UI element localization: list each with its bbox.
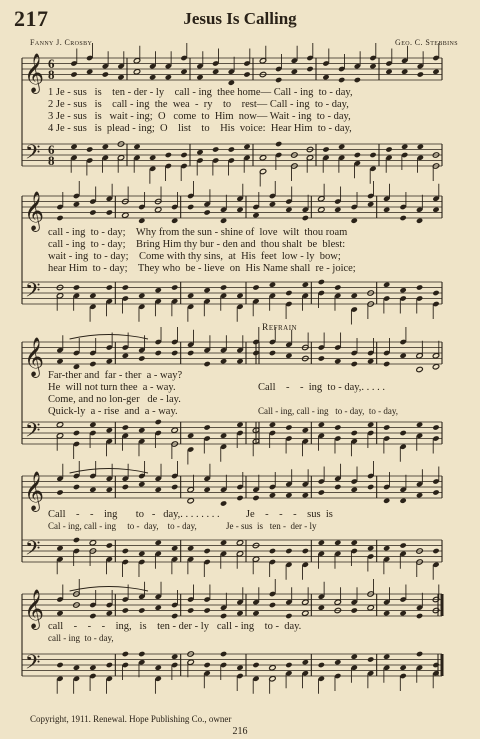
note-head bbox=[351, 218, 358, 224]
note-head bbox=[367, 656, 374, 662]
note-head bbox=[106, 358, 113, 364]
treble-clef-icon: 𝄞 bbox=[24, 191, 45, 231]
note-head bbox=[416, 422, 423, 428]
note-head bbox=[196, 149, 203, 155]
note-head bbox=[322, 74, 329, 80]
note-head bbox=[212, 69, 219, 75]
note-head bbox=[180, 69, 187, 75]
note-head bbox=[203, 548, 210, 554]
system-1-verse-3: 3 Je - sus is wait - ing; O come to Him now— Wait - ing to - day, bbox=[48, 111, 351, 122]
note-head bbox=[73, 284, 80, 290]
note-head bbox=[122, 548, 129, 554]
treble-clef-icon: 𝄞 bbox=[24, 589, 45, 629]
note-head bbox=[432, 489, 439, 495]
note-head bbox=[133, 144, 140, 150]
system-1-verse-2: 2 Je - sus is call - ing the wea - ry to rest— Call - ing to - day, bbox=[48, 99, 349, 110]
note-head bbox=[122, 607, 129, 613]
note-head bbox=[334, 424, 341, 430]
note-head bbox=[70, 71, 77, 77]
note-head bbox=[56, 358, 63, 364]
note-head bbox=[351, 540, 358, 546]
note-head bbox=[399, 430, 406, 436]
note-head bbox=[417, 144, 424, 150]
note-head bbox=[155, 540, 162, 546]
note-head bbox=[187, 498, 194, 504]
note-head bbox=[236, 293, 243, 299]
note-head bbox=[138, 551, 145, 557]
note-head bbox=[383, 361, 390, 367]
note-head bbox=[155, 419, 162, 425]
note-head bbox=[149, 74, 156, 80]
note-head bbox=[122, 353, 129, 359]
note-head bbox=[165, 152, 172, 158]
note-head bbox=[252, 610, 259, 616]
note-head bbox=[243, 71, 250, 77]
note-head bbox=[155, 665, 162, 671]
slur-mark bbox=[70, 335, 148, 340]
note-head bbox=[203, 209, 210, 215]
note-head bbox=[102, 71, 109, 77]
note-head bbox=[302, 492, 309, 498]
note-head bbox=[351, 361, 358, 367]
note-head bbox=[171, 484, 178, 490]
note-head bbox=[417, 71, 424, 77]
note-head bbox=[252, 212, 259, 218]
note-head bbox=[285, 613, 292, 619]
note-head bbox=[89, 540, 96, 546]
note-head bbox=[383, 282, 390, 288]
note-head bbox=[73, 537, 80, 543]
note-head bbox=[367, 484, 374, 490]
note-head bbox=[334, 484, 341, 490]
note-head bbox=[302, 215, 309, 221]
system-2-verse-3: wait - ing to - day; Come with thy sins, at His feet low - ly bow; bbox=[48, 251, 341, 262]
note-head bbox=[56, 422, 63, 428]
note-head bbox=[171, 654, 178, 660]
note-head bbox=[338, 77, 345, 83]
note-head bbox=[285, 290, 292, 296]
note-head bbox=[416, 284, 423, 290]
note-head bbox=[269, 350, 276, 356]
note-head bbox=[203, 287, 210, 293]
note-head bbox=[187, 607, 194, 613]
note-head bbox=[243, 144, 250, 150]
note-head bbox=[399, 287, 406, 293]
note-head bbox=[89, 209, 96, 215]
note-head bbox=[73, 484, 80, 490]
note-head bbox=[269, 548, 276, 554]
note-head bbox=[432, 364, 439, 370]
note-head bbox=[187, 293, 194, 299]
note-head bbox=[187, 433, 194, 439]
note-head bbox=[399, 542, 406, 548]
note-head bbox=[236, 610, 243, 616]
slur-mark bbox=[70, 587, 148, 592]
note-head bbox=[106, 427, 113, 433]
note-head bbox=[70, 144, 77, 150]
note-head bbox=[306, 66, 313, 72]
note-head bbox=[220, 433, 227, 439]
note-head bbox=[383, 610, 390, 616]
note-head bbox=[138, 218, 145, 224]
note-head bbox=[155, 487, 162, 493]
note-head bbox=[203, 361, 210, 367]
note-head bbox=[89, 293, 96, 299]
note-head bbox=[102, 144, 109, 150]
note-head bbox=[302, 610, 309, 616]
note-head bbox=[334, 358, 341, 364]
note-head bbox=[318, 489, 325, 495]
system-3-verse-3: Come, and no lon-ger de - lay. bbox=[48, 394, 181, 405]
note-head bbox=[138, 293, 145, 299]
note-head bbox=[318, 605, 325, 611]
note-head bbox=[269, 422, 276, 428]
note-head bbox=[89, 487, 96, 493]
note-head bbox=[432, 424, 439, 430]
refrain-label: Refrain bbox=[262, 323, 298, 333]
note-head bbox=[354, 77, 361, 83]
note-head bbox=[318, 279, 325, 285]
note-head bbox=[203, 487, 210, 493]
note-head bbox=[155, 350, 162, 356]
treble-clef-icon: 𝄞 bbox=[24, 53, 45, 93]
hymn-title: Jesus Is Calling bbox=[183, 9, 297, 28]
note-head bbox=[149, 155, 156, 161]
system-2-verse-1: call - ing to - day; Why from the sun - shine of love wilt thou roam bbox=[48, 227, 348, 238]
note-head bbox=[385, 146, 392, 152]
system-2-verse-4: hear Him to - day; They who be - lieve on His Name shall re - joice; bbox=[48, 263, 356, 274]
note-head bbox=[285, 492, 292, 498]
note-head bbox=[73, 364, 80, 370]
note-head bbox=[73, 430, 80, 436]
note-head bbox=[416, 651, 423, 657]
note-head bbox=[187, 204, 194, 210]
note-head bbox=[302, 427, 309, 433]
note-head bbox=[432, 69, 439, 75]
note-head bbox=[171, 613, 178, 619]
note-head bbox=[155, 207, 162, 213]
note-head bbox=[203, 662, 210, 668]
note-head bbox=[285, 207, 292, 213]
note-head bbox=[285, 548, 292, 554]
note-head bbox=[228, 146, 235, 152]
note-head bbox=[73, 665, 80, 671]
lyricist-credit: Fanny J. Crosby bbox=[30, 38, 93, 47]
note-head bbox=[383, 498, 390, 504]
copyright-notice: Copyright, 1911. Renewal. Hope Publishing Co., owner bbox=[30, 714, 232, 724]
note-head bbox=[171, 545, 178, 551]
note-head bbox=[89, 665, 96, 671]
note-head bbox=[220, 284, 227, 290]
note-head bbox=[275, 141, 282, 147]
note-head bbox=[318, 422, 325, 428]
refrain-melody-lyric: Call - - ing to - day,. . . . . bbox=[258, 382, 386, 393]
note-head bbox=[122, 424, 129, 430]
note-head bbox=[416, 613, 423, 619]
note-head bbox=[269, 492, 276, 498]
note-head bbox=[302, 548, 309, 554]
note-head bbox=[196, 74, 203, 80]
hymn-number: 217 bbox=[14, 6, 49, 31]
note-head bbox=[269, 665, 276, 671]
note-head bbox=[432, 662, 439, 668]
note-head bbox=[416, 366, 423, 372]
note-head bbox=[220, 651, 227, 657]
page-number: 216 bbox=[232, 726, 248, 737]
note-head bbox=[318, 207, 325, 213]
system-5-melody-lyric: call - - - ing, is ten - der - ly call - ing to - day. bbox=[48, 621, 302, 632]
note-head bbox=[432, 548, 439, 554]
system-5-response-lyric: call - ing to - day, bbox=[48, 633, 114, 643]
note-head bbox=[269, 201, 276, 207]
note-head bbox=[354, 152, 361, 158]
note-head bbox=[259, 155, 266, 161]
bass-clef-icon: 𝄢 bbox=[25, 140, 41, 169]
note-head bbox=[73, 201, 80, 207]
note-head bbox=[228, 80, 235, 86]
note-head bbox=[133, 69, 140, 75]
note-head bbox=[171, 427, 178, 433]
note-head bbox=[416, 218, 423, 224]
note-head bbox=[220, 540, 227, 546]
note-head bbox=[220, 613, 227, 619]
note-head bbox=[106, 487, 113, 493]
note-head bbox=[399, 353, 406, 359]
note-head bbox=[399, 215, 406, 221]
note-head bbox=[155, 605, 162, 611]
note-head bbox=[106, 610, 113, 616]
note-head bbox=[367, 605, 374, 611]
system-1-verse-4: 4 Je - sus is plead - ing; O list to His voice: Hear Him to - day, bbox=[48, 123, 352, 134]
note-head bbox=[351, 293, 358, 299]
note-head bbox=[138, 427, 145, 433]
note-head bbox=[338, 144, 345, 150]
treble-clef-icon: 𝄞 bbox=[24, 337, 45, 377]
system-2-verse-2: call - ing to - day; Bring Him thy bur - den and thou shalt be blest: bbox=[48, 239, 346, 250]
note-head bbox=[269, 602, 276, 608]
note-head bbox=[252, 495, 259, 501]
note-head bbox=[285, 424, 292, 430]
system-3-verse-1: Far-ther and far - ther a - way? bbox=[48, 370, 183, 381]
note-head bbox=[56, 662, 63, 668]
note-head bbox=[334, 659, 341, 665]
treble-meter-bottom: 8 bbox=[48, 67, 55, 82]
note-head bbox=[89, 361, 96, 367]
note-head bbox=[89, 422, 96, 428]
note-head bbox=[367, 201, 374, 207]
note-head bbox=[399, 610, 406, 616]
note-head bbox=[236, 495, 243, 501]
note-head bbox=[187, 350, 194, 356]
note-head bbox=[236, 207, 243, 213]
composer-credit: Geo. C. Stebbins bbox=[395, 38, 458, 47]
note-head bbox=[117, 74, 124, 80]
note-head bbox=[138, 481, 145, 487]
treble-clef-icon: 𝄞 bbox=[24, 471, 45, 511]
note-head bbox=[302, 282, 309, 288]
note-head bbox=[56, 489, 63, 495]
note-head bbox=[86, 69, 93, 75]
bass-clef-icon: 𝄢 bbox=[25, 536, 41, 565]
note-head bbox=[369, 152, 376, 158]
note-head bbox=[89, 613, 96, 619]
note-head bbox=[203, 424, 210, 430]
note-head bbox=[334, 284, 341, 290]
note-head bbox=[165, 74, 172, 80]
refrain-response-lyric: Call - ing, call - ing to - day, to - day, bbox=[258, 406, 399, 416]
note-head bbox=[318, 540, 325, 546]
note-head bbox=[383, 545, 390, 551]
note-head bbox=[385, 69, 392, 75]
note-head bbox=[334, 540, 341, 546]
note-head bbox=[318, 355, 325, 361]
system-4-melody-lyric: Call - - ing to - day,. . . . . . . . Je - - - sus is bbox=[48, 509, 333, 520]
note-head bbox=[122, 484, 129, 490]
note-head bbox=[122, 212, 129, 218]
note-head bbox=[56, 215, 63, 221]
note-head bbox=[302, 659, 309, 665]
note-head bbox=[106, 662, 113, 668]
note-head bbox=[432, 207, 439, 213]
system-4-response-lyric: Cal - ing, call - ing to - day, to - day, Je - sus is ten - der - ly bbox=[48, 521, 317, 531]
note-head bbox=[291, 69, 298, 75]
note-head bbox=[180, 152, 187, 158]
note-head bbox=[351, 430, 358, 436]
note-head bbox=[416, 492, 423, 498]
note-head bbox=[383, 654, 390, 660]
note-head bbox=[399, 665, 406, 671]
note-head bbox=[401, 144, 408, 150]
system-3-verse-4: Quick-ly a - rise and a - way. bbox=[48, 406, 178, 417]
note-head bbox=[351, 607, 358, 613]
note-head bbox=[367, 358, 374, 364]
note-head bbox=[203, 607, 210, 613]
note-head bbox=[236, 540, 243, 546]
note-head bbox=[285, 662, 292, 668]
note-head bbox=[138, 607, 145, 613]
note-head bbox=[369, 63, 376, 69]
note-head bbox=[236, 422, 243, 428]
note-head bbox=[187, 545, 194, 551]
note-head bbox=[236, 358, 243, 364]
note-head bbox=[318, 662, 325, 668]
note-head bbox=[56, 545, 63, 551]
note-head bbox=[383, 207, 390, 213]
note-head bbox=[106, 209, 113, 215]
note-head bbox=[401, 69, 408, 75]
note-head bbox=[275, 77, 282, 83]
bass-clef-icon: 𝄢 bbox=[25, 418, 41, 447]
note-head bbox=[171, 218, 178, 224]
bass-meter-top: 6 bbox=[48, 142, 55, 157]
note-head bbox=[220, 500, 227, 506]
note-head bbox=[220, 358, 227, 364]
note-head bbox=[383, 424, 390, 430]
note-head bbox=[367, 545, 374, 551]
note-head bbox=[171, 284, 178, 290]
system-3-verse-2: He will not turn thee a - way. bbox=[48, 382, 176, 393]
note-head bbox=[351, 487, 358, 493]
note-head bbox=[252, 284, 259, 290]
note-head bbox=[220, 218, 227, 224]
note-head bbox=[155, 287, 162, 293]
note-head bbox=[171, 350, 178, 356]
slur-mark bbox=[70, 469, 148, 474]
note-head bbox=[56, 610, 63, 616]
note-head bbox=[236, 665, 243, 671]
bass-meter-bottom: 8 bbox=[48, 153, 55, 168]
note-head bbox=[334, 207, 341, 213]
bass-clef-icon: 𝄢 bbox=[25, 650, 41, 679]
note-head bbox=[138, 651, 145, 657]
note-head bbox=[106, 284, 113, 290]
treble-meter-top: 6 bbox=[48, 56, 55, 71]
note-head bbox=[351, 654, 358, 660]
note-head bbox=[122, 651, 129, 657]
note-head bbox=[367, 422, 374, 428]
note-head bbox=[269, 282, 276, 288]
note-head bbox=[106, 542, 113, 548]
note-head bbox=[322, 146, 329, 152]
note-head bbox=[285, 353, 292, 359]
system-1-verse-1: 1 Je - sus is ten - der - ly call - ing thee home— Call - ing to - day, bbox=[48, 87, 353, 98]
note-head bbox=[212, 146, 219, 152]
note-head bbox=[138, 355, 145, 361]
note-head bbox=[86, 146, 93, 152]
note-head bbox=[122, 284, 129, 290]
note-head bbox=[252, 662, 259, 668]
note-head bbox=[432, 290, 439, 296]
note-head bbox=[399, 498, 406, 504]
bass-clef-icon: 𝄢 bbox=[25, 278, 41, 307]
